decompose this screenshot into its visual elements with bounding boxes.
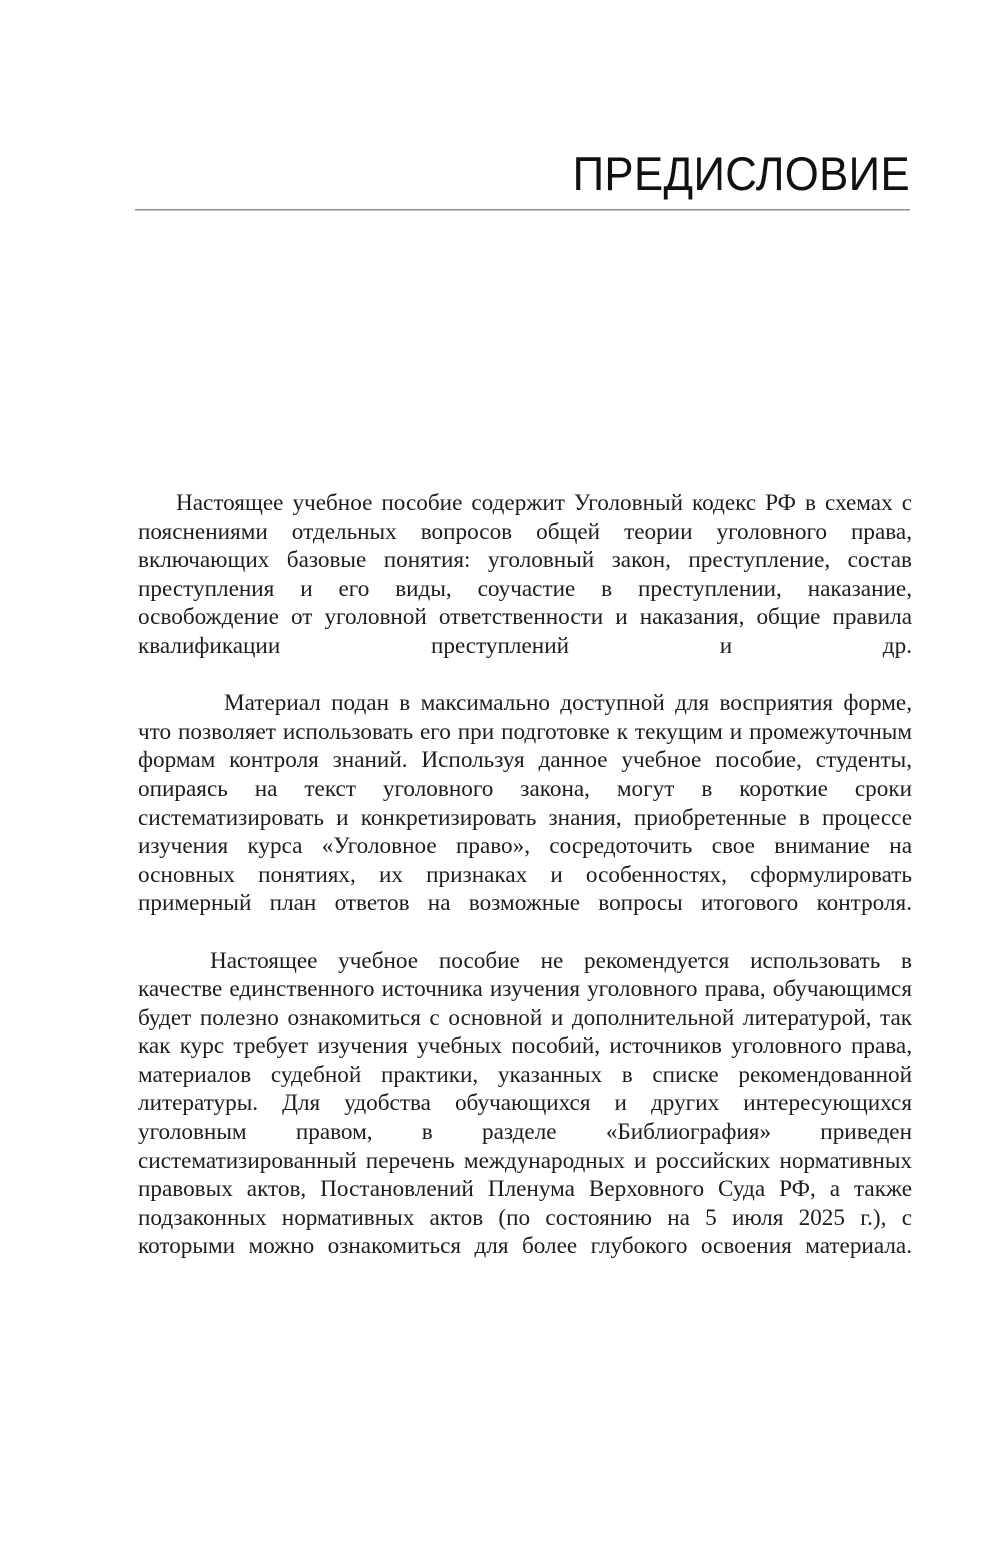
paragraph-2: Материал подан в максимально доступной для восприятия форме, что позволяет использовать его при подготовке к текущим и промежуточным формам контроля знаний. Используя данное учебное пособие, студенты, опираясь на текст уголовного закона, могут в короткие сроки систематизировать и конкретизировать знания, приобретенные в процессе изучения курса «Уголовное право», сосредоточить свое внимание на основных понятиях, их признаках и особенностях, сформулировать примерный план ответов на возможные вопросы итогового контроля. xyxy=(138,690,912,917)
title-divider-rule xyxy=(135,209,910,211)
page-title: ПРЕДИСЛОВИЕ xyxy=(572,147,910,200)
preface-body xyxy=(138,489,912,1290)
page-header xyxy=(135,148,910,211)
paragraph-1: Настоящее учебное пособие содержит Уголовный кодекс РФ в схемах с пояснениями отдельных вопросов общей теории уголовного права, включающих базовые понятия: уголовный закон, преступление, состав преступления и его виды, соучастие в преступлении, наказание, освобождение от уголовной ответственности и наказания, общие правила квалификации преступлений и др. xyxy=(138,490,912,659)
paragraph-3: Настоящее учебное пособие не рекомендуется использовать в качестве единственного источника изучения уголовного права, обучающимся будет полезно ознакомиться с основной и дополнительной литературой, так как курс требует изучения учебных пособий, источников уголовного права, материалов судебной практики, указанных в списке рекомендованной литературы. Для удобства обучающихся и других интересующихся уголовным правом, в разделе «Библиография» приведен систематизированный перечень международных и российских нормативных правовых актов, Постановлений Пленума Верховного Суда РФ, а также подзаконных нормативных актов (по состоянию на 5 июля 2025 г.), с которыми можно ознакомиться для более глубокого освоения материала. xyxy=(138,947,912,1260)
